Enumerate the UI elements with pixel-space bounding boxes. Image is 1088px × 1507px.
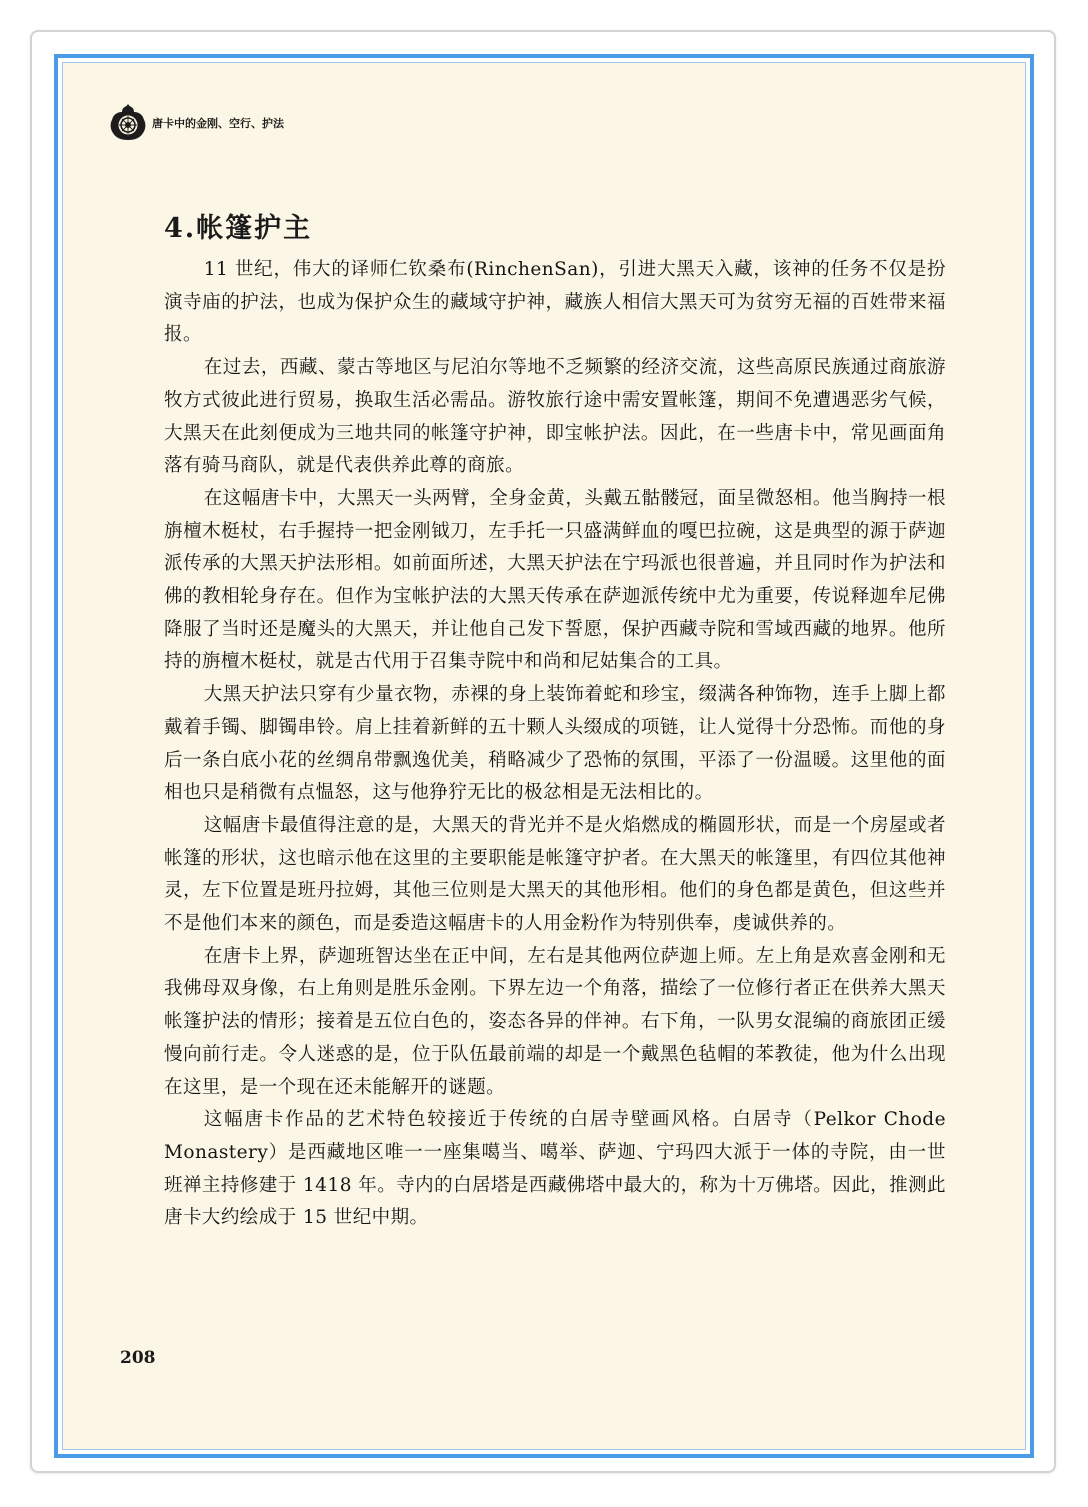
page-number: 208 bbox=[120, 1348, 156, 1368]
paragraph-3: 在这幅唐卡中，大黑天一头两臂，全身金黄，头戴五骷髅冠，面呈微怒相。他当胸持一根旃檀木梃杖，右手握持一把金刚钺刀，左手托一只盛满鲜血的嘎巴拉碗，这是典型的源于萨迦派传承的大黑天护法形相。如前面所述，大黑天护法在宁玛派也很普遍，并且同时作为护法和佛的教相轮身存在。但作为宝帐护法的大黑天传承在萨迦派传统中尤为重要，传说释迦牟尼佛降服了当时还是魔头的大黑天，并让他自己发下誓愿，保护西藏寺院和雪域西藏的地界。他所持的旃檀木梃杖，就是古代用于召集寺院中和尚和尼姑集合的工具。 bbox=[164, 487, 946, 673]
running-title: 唐卡中的金刚、空行、护法 bbox=[152, 117, 284, 130]
paragraph-6: 在唐卡上界，萨迦班智达坐在正中间，左右是其他两位萨迦上师。左上角是欢喜金刚和无我佛母双身像，右上角则是胜乐金刚。下界左边一个角落，描绘了一位修行者正在供养大黑天帐篷护法的情形；接着是五位白色的，姿态各异的伴神。右下角，一队男女混编的商旅团正缓慢向前行走。令人迷惑的是，位于队伍最前端的却是一个戴黑色毡帽的苯教徒，他为什么出现在这里，是一个现在还未能解开的谜题。 bbox=[164, 945, 946, 1098]
section-title: 4.帐篷护主 bbox=[164, 213, 313, 244]
paragraph-5: 这幅唐卡最值得注意的是，大黑天的背光并不是火焰燃成的椭圆形状，而是一个房屋或者帐篷的形状，这也暗示他在这里的主要职能是帐篷守护者。在大黑天的帐篷里，有四位其他神灵，左下位置是班丹拉姆，其他三位则是大黑天的其他形相。他们的身色都是黄色，但这些并不是他们本来的颜色，而是委造这幅唐卡的人用金粉作为特别供奉，虔诚供养的。 bbox=[164, 814, 946, 935]
running-header bbox=[108, 102, 284, 144]
paragraph-2: 在过去，西藏、蒙古等地区与尼泊尔等地不乏频繁的经济交流，这些高原民族通过商旅游牧方式彼此进行贸易，换取生活必需品。游牧旅行途中需安置帐篷，期间不免遭遇恶劣气候，大黑天在此刻便成为三地共同的帐篷守护神，即宝帐护法。因此，在一些唐卡中，常见画面角落有骑马商队，就是代表供养此尊的商旅。 bbox=[164, 357, 946, 477]
paragraph-4: 大黑天护法只穿有少量衣物，赤裸的身上装饰着蛇和珍宝，缀满各种饰物，连手上脚上都戴着手镯、脚镯串铃。肩上挂着新鲜的五十颗人头缀成的项链，让人觉得十分恐怖。而他的身后一条白底小花的丝绸帛带飘逸优美，稍略减少了恐怖的氛围，平添了一份温暖。这里他的面相也只是稍微有点愠怒，这与他狰狞无比的极忿相是无法相比的。 bbox=[164, 684, 946, 804]
article-body bbox=[164, 254, 946, 1235]
paragraph-7: 这幅唐卡作品的艺术特色较接近于传统的白居寺壁画风格。白居寺（Pelkor Chode Monastery）是西藏地区唯一一座集噶当、噶举、萨迦、宁玛四大派于一体的寺院，由一世班禅主持修建于 1418 年。寺内的白居塔是西藏佛塔中最大的，称为十万佛塔。因此，推测此唐卡大约绘成于 15 世纪中期。 bbox=[164, 1109, 946, 1229]
paragraph-1: 11 世纪，伟大的译师仁钦桑布(RinchenSan)，引进大黑天入藏，该神的任务不仅是扮演寺庙的护法，也成为保护众生的藏域守护神，藏族人相信大黑天可为贫穷无福的百姓带来福报。 bbox=[164, 259, 946, 346]
dharma-emblem-icon bbox=[108, 103, 148, 143]
